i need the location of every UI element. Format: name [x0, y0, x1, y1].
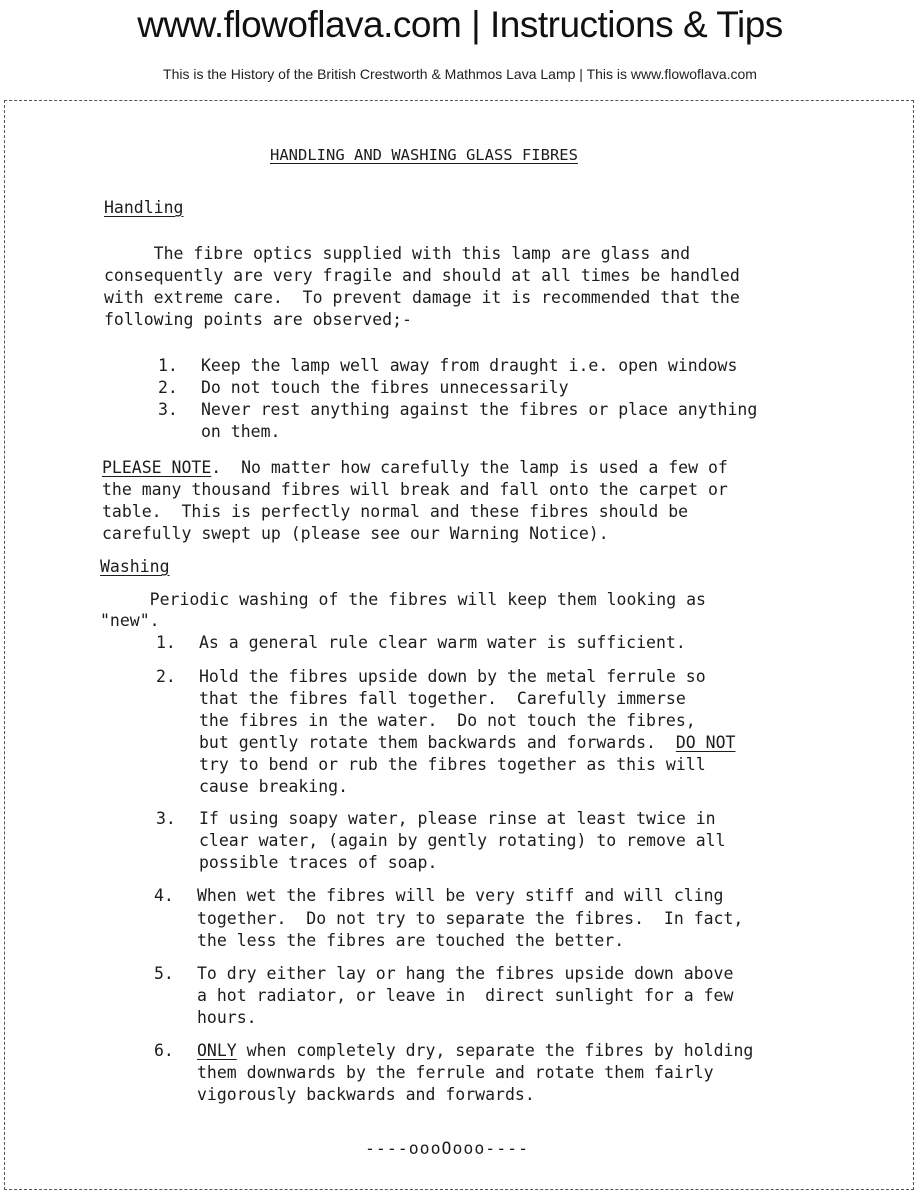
handling-item-number: 3. — [158, 400, 178, 419]
washing-item-text: Hold the fibres upside down by the metal ferrule so — [199, 667, 706, 686]
washing-item-number: 2. — [156, 667, 176, 686]
washing-item-text: together. Do not try to separate the fibres. In fact, — [197, 909, 744, 928]
please-note-line: the many thousand fibres will break and fall onto the carpet or — [102, 480, 728, 499]
end-mark: ----oooOooo---- — [365, 1139, 530, 1158]
washing-item-text: As a general rule clear warm water is sufficient. — [199, 633, 686, 652]
washing-item-text: possible traces of soap. — [199, 853, 438, 872]
washing-item-text: try to bend or rub the fibres together as this will — [199, 755, 706, 774]
site-title: www.flowoflava.com | Instructions & Tips — [137, 4, 783, 45]
handling-item-text: Do not touch the fibres unnecessarily — [201, 378, 569, 397]
document-title: HANDLING AND WASHING GLASS FIBRES — [270, 146, 578, 164]
washing-item-text: To dry either lay or hang the fibres upside down above — [197, 964, 734, 983]
washing-item-text: that the fibres fall together. Carefully immerse — [199, 689, 686, 708]
handling-item-text: Never rest anything against the fibres or place anything — [201, 400, 758, 419]
washing-item-text: the less the fibres are touched the better. — [197, 931, 625, 950]
washing-item-text: clear water, (again by gently rotating) to remove all — [199, 831, 726, 850]
washing-item-text: them downwards by the ferrule and rotate them fairly — [197, 1063, 714, 1082]
washing-item-text: If using soapy water, please rinse at least twice in — [199, 809, 716, 828]
washing-item-number: 1. — [156, 633, 176, 652]
please-note-line: table. This is perfectly normal and these fibres should be — [102, 502, 689, 521]
washing-item-text: vigorously backwards and forwards. — [197, 1085, 535, 1104]
washing-item-text: cause breaking. — [199, 777, 349, 796]
washing-item-text: When wet the fibres will be very stiff and will cling — [197, 886, 724, 905]
washing-item-text — [199, 732, 735, 754]
washing-item-text: a hot radiator, or leave in direct sunlight for a few — [197, 986, 734, 1005]
washing-item-text: hours. — [197, 1008, 257, 1027]
handling-item-number: 2. — [158, 378, 178, 397]
washing-item-text — [197, 1040, 753, 1062]
handling-item-text: Keep the lamp well away from draught i.e. open windows — [201, 356, 738, 375]
washing-item-number: 6. — [154, 1041, 174, 1060]
handling-intro-line: with extreme care. To prevent damage it is recommended that the — [104, 288, 740, 307]
washing-heading: Washing — [100, 557, 170, 576]
washing-item-number: 3. — [156, 809, 176, 828]
do-not-emphasis: DO NOT — [675, 733, 736, 752]
only-emphasis: ONLY — [197, 1041, 237, 1060]
handling-item-text: on them. — [201, 422, 281, 441]
washing-item-number: 5. — [154, 964, 174, 983]
washing-item-text-part: but gently rotate them backwards and forwards. — [199, 733, 676, 752]
washing-intro-line: "new". — [100, 611, 160, 630]
please-note-text: . No matter how carefully the lamp is used a few of — [211, 458, 728, 477]
handling-item-number: 1. — [158, 356, 178, 375]
please-note-line: carefully swept up (please see our Warning Notice). — [102, 524, 609, 543]
please-note-paragraph — [102, 457, 728, 479]
handling-intro-line: The fibre optics supplied with this lamp are glass and — [104, 244, 691, 263]
handling-intro-line: following points are observed;- — [104, 310, 412, 329]
washing-item-text: the fibres in the water. Do not touch the fibres, — [199, 711, 696, 730]
site-subtitle: This is the History of the British Crestworth & Mathmos Lava Lamp | This is www.flowoflava.com — [163, 66, 757, 82]
washing-item-number: 4. — [154, 886, 174, 905]
handling-heading: Handling — [104, 198, 184, 217]
washing-item-text-part: when completely dry, separate the fibres by holding — [236, 1041, 754, 1060]
washing-intro-line: Periodic washing of the fibres will keep them looking as — [100, 590, 706, 609]
handling-intro-line: consequently are very fragile and should at all times be handled — [104, 266, 740, 285]
please-note-label: PLEASE NOTE — [102, 458, 212, 477]
